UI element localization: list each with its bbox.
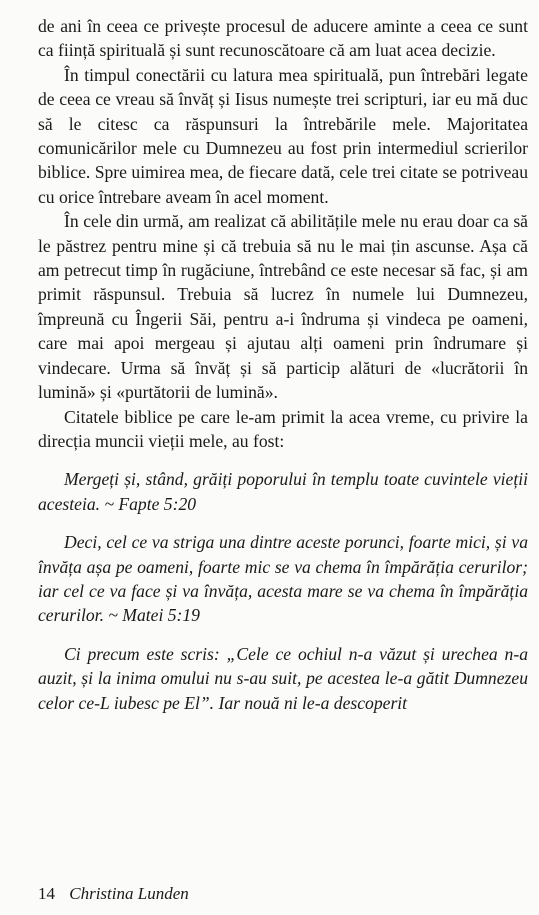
paragraph: Citatele biblice pe care le-am primit la acea vreme, cu privire la direcția muncii vieții mele, au fost: [38, 406, 528, 451]
running-footer-author: Christina Lunden [69, 884, 189, 903]
bible-quote: Ci precum este scris: „Cele ce ochiul n-a văzut și urechea n-a auzit, și la inima omului nu s-au suit, pe acestea le-a gătit Dumnezeu celor ce-L iubesc pe El”. Iar nouă ni le-a descoperit [38, 643, 528, 713]
body-text [38, 14, 528, 715]
paragraph: În cele din urmă, am realizat că abilitățile mele nu erau doar ca să le păstrez pentru mine și că trebuia să nu le mai țin ascunse. Așa că am petrecut timp în rugăciune, întrebând ce este necesar să fac, și am primit răspunsul. Trebuia să lucrez în numele lui Dumnezeu, împreună cu Îngerii Săi, pentru a-i îndruma și vindeca pe oameni, care mai apoi mergeau și ajutau alți oameni prin îndrumare și vindecare. Urma să învăț și să particip alături de «lucrătorii în lumină» și «purtătorii de lumină». [38, 211, 528, 403]
bible-quote: Mergeți și, stând, grăiți poporului în templu toate cuvintele vieții acesteia. ~ Fapte 5:20 [38, 469, 528, 514]
paragraph: În timpul conectării cu latura mea spirituală, pun întrebări legate de ceea ce vreau să învăț și Iisus numește trei scripturi, iar eu mă duc să le citesc ca răspunsuri la întrebările mele. Majoritatea comunicărilor mele cu Dumnezeu au fost prin intermediul scrierilor biblice. Spre uimirea mea, de fiecare dată, cele trei citate se potriveau cu orice întrebare aveam în acel moment. [38, 64, 528, 207]
bible-quote: Deci, cel ce va striga una dintre aceste porunci, foarte mici, și va învăța așa pe oameni, foarte mic se va chema în împărăția cerurilor; iar cel ce va face și va învăța, acesta mare se va chema în împărăția cerurilor. ~ Matei 5:19 [38, 532, 528, 626]
page-footer [38, 884, 189, 904]
page-number: 14 [38, 884, 55, 903]
paragraph: de ani în ceea ce privește procesul de aducere aminte a ceea ce sunt ca ființă spirituală și sunt recunoscătoare că am luat acea decizie. [38, 16, 528, 61]
